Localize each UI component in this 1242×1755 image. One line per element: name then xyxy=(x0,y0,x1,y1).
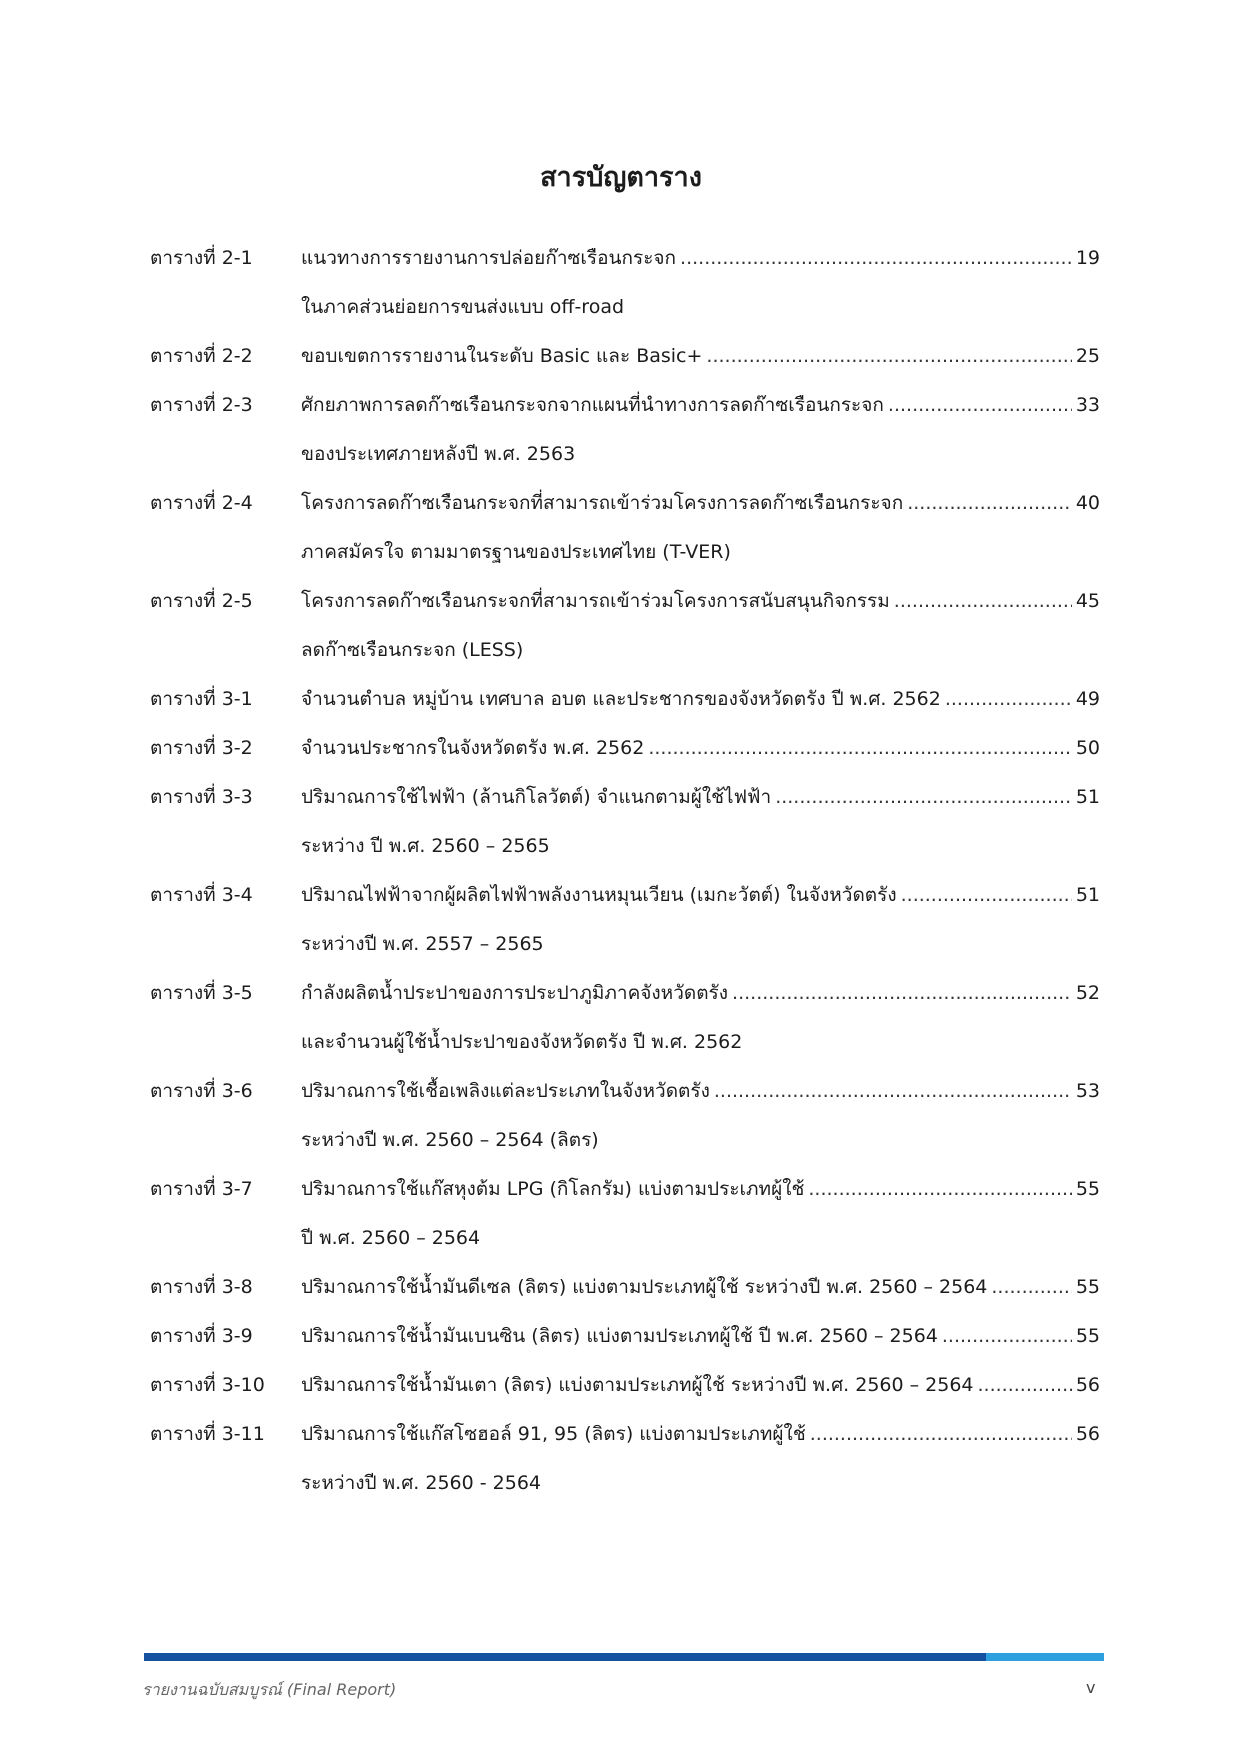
toc-entry-title: ปริมาณการใช้ไฟฟ้า (ล้านกิโลวัตต์) จำแนกตามผู้ใช้ไฟฟ้า xyxy=(301,786,772,808)
toc-entry-label: ตารางที่ 3-4 xyxy=(150,884,253,906)
toc-entry-page-number: 56 xyxy=(1075,1374,1100,1396)
toc-entry-main-line xyxy=(150,1410,1100,1459)
toc-entry-main-line xyxy=(150,577,1100,626)
toc-dot-leader xyxy=(942,1312,1072,1361)
toc-entry-title: จำนวนประชากรในจังหวัดตรัง พ.ศ. 2562 xyxy=(301,737,645,759)
toc-entry-label: ตารางที่ 3-6 xyxy=(150,1080,253,1102)
toc-entry-title: กำลังผลิตน้ำประปาของการประปาภูมิภาคจังหวัดตรัง xyxy=(301,982,729,1004)
toc-entry-page-number: 40 xyxy=(1075,492,1100,514)
toc-entry-title: โครงการลดก๊าซเรือนกระจกที่สามารถเข้าร่วมโครงการสนับสนุนกิจกรรม xyxy=(301,590,890,612)
footer-rule-dark-segment xyxy=(144,1653,986,1661)
toc-entry-title: ขอบเขตการรายงานในระดับ Basic และ Basic+ xyxy=(301,345,703,367)
toc-entry-label: ตารางที่ 3-8 xyxy=(150,1276,253,1298)
toc-entry-title: ปริมาณการใช้แก๊สหุงต้ม LPG (กิโลกรัม) แบ่งตามประเภทผู้ใช้ xyxy=(301,1178,805,1200)
toc-entry-page-number: 49 xyxy=(1075,688,1100,710)
toc-dot-leader xyxy=(775,773,1072,822)
toc-entry-main-line xyxy=(150,969,1100,1018)
toc-entry-label: ตารางที่ 3-3 xyxy=(150,786,253,808)
toc-entry[interactable] xyxy=(150,1410,1100,1508)
toc-entry-label: ตารางที่ 2-4 xyxy=(150,492,253,514)
toc-entry-page-number: 56 xyxy=(1075,1423,1100,1445)
toc-entry-title: ปริมาณการใช้เชื้อเพลิงแต่ละประเภทในจังหวัดตรัง xyxy=(301,1080,710,1102)
toc-dot-leader xyxy=(991,1263,1071,1312)
toc-entry-page-number: 33 xyxy=(1075,394,1100,416)
toc-entry-continuation: ลดก๊าซเรือนกระจก (LESS) xyxy=(301,639,524,661)
toc-entry[interactable] xyxy=(150,1263,1100,1312)
toc-entry-main-line xyxy=(150,381,1100,430)
toc-entry[interactable] xyxy=(150,1165,1100,1263)
toc-entry-main-line xyxy=(150,1067,1100,1116)
toc-entry-page-number: 52 xyxy=(1075,982,1100,1004)
toc-entry-page-number: 51 xyxy=(1075,786,1100,808)
toc-dot-leader xyxy=(680,234,1072,283)
toc-entry-main-line xyxy=(150,1312,1100,1361)
footer-page-number: v xyxy=(1086,1678,1096,1697)
toc-entry-continuation: ของประเทศภายหลังปี พ.ศ. 2563 xyxy=(301,443,576,465)
toc-entry-main-line xyxy=(150,1165,1100,1214)
toc-entry-page-number: 55 xyxy=(1075,1178,1100,1200)
toc-entry-continuation: ระหว่างปี พ.ศ. 2560 - 2564 xyxy=(301,1472,541,1494)
toc-entry[interactable] xyxy=(150,1312,1100,1361)
toc-dot-leader xyxy=(978,1361,1072,1410)
footer-rule xyxy=(144,1653,1104,1661)
toc-entry-label: ตารางที่ 3-7 xyxy=(150,1178,253,1200)
toc-entry[interactable] xyxy=(150,332,1100,381)
toc-entry-label: ตารางที่ 2-1 xyxy=(150,247,253,269)
toc-entry-title: จำนวนตำบล หมู่บ้าน เทศบาล อบต และประชากรของจังหวัดตรัง ปี พ.ศ. 2562 xyxy=(301,688,941,710)
toc-entry[interactable] xyxy=(150,577,1100,675)
toc-entry-title: ปริมาณการใช้แก๊สโซฮอล์ 91, 95 (ลิตร) แบ่งตามประเภทผู้ใช้ xyxy=(301,1423,806,1445)
toc-dot-leader xyxy=(706,332,1071,381)
toc-entry-page-number: 55 xyxy=(1075,1276,1100,1298)
toc-entry[interactable] xyxy=(150,969,1100,1067)
toc-entry-main-line xyxy=(150,724,1100,773)
toc-entry-title: ปริมาณการใช้น้ำมันเตา (ลิตร) แบ่งตามประเภทผู้ใช้ ระหว่างปี พ.ศ. 2560 – 2564 xyxy=(301,1374,974,1396)
toc-entry-main-line xyxy=(150,332,1100,381)
toc-entry-page-number: 50 xyxy=(1075,737,1100,759)
toc-dot-leader xyxy=(907,479,1072,528)
toc-entry-title: โครงการลดก๊าซเรือนกระจกที่สามารถเข้าร่วมโครงการลดก๊าซเรือนกระจก xyxy=(301,492,904,514)
toc-dot-leader xyxy=(894,577,1072,626)
toc-entry-continuation: ปี พ.ศ. 2560 – 2564 xyxy=(301,1227,481,1249)
toc-entry-main-line xyxy=(150,871,1100,920)
toc-entry-main-line xyxy=(150,1263,1100,1312)
toc-entry-main-line xyxy=(150,773,1100,822)
toc-entry[interactable] xyxy=(150,871,1100,969)
toc-entry-label: ตารางที่ 3-9 xyxy=(150,1325,253,1347)
toc-entry-page-number: 55 xyxy=(1075,1325,1100,1347)
toc-entry-label: ตารางที่ 3-11 xyxy=(150,1423,265,1445)
toc-entry[interactable] xyxy=(150,1067,1100,1165)
toc-entry-main-line xyxy=(150,675,1100,724)
page-title: สารบัญตาราง xyxy=(540,162,702,193)
toc-dot-leader xyxy=(810,1410,1072,1459)
toc-entry-page-number: 19 xyxy=(1075,247,1100,269)
toc-entry-title: ปริมาณการใช้น้ำมันเบนซิน (ลิตร) แบ่งตามประเภทผู้ใช้ ปี พ.ศ. 2560 – 2564 xyxy=(301,1325,938,1347)
toc-entry-continuation: และจำนวนผู้ใช้น้ำประปาของจังหวัดตรัง ปี พ.ศ. 2562 xyxy=(301,1031,743,1053)
toc-entry-label: ตารางที่ 2-5 xyxy=(150,590,253,612)
toc-entry-page-number: 51 xyxy=(1075,884,1100,906)
toc-entry-title: แนวทางการรายงานการปล่อยก๊าซเรือนกระจก xyxy=(301,247,677,269)
toc-entry[interactable] xyxy=(150,675,1100,724)
toc-entry-continuation: ภาคสมัครใจ ตามมาตรฐานของประเทศไทย (T-VER) xyxy=(301,541,731,563)
toc-entry-page-number: 25 xyxy=(1075,345,1100,367)
toc-entry-page-number: 53 xyxy=(1075,1080,1100,1102)
toc-dot-leader xyxy=(901,871,1072,920)
toc-entry[interactable] xyxy=(150,1361,1100,1410)
toc-dot-leader xyxy=(732,969,1072,1018)
toc-entry[interactable] xyxy=(150,773,1100,871)
toc-dot-leader xyxy=(648,724,1071,773)
toc-entry-label: ตารางที่ 2-3 xyxy=(150,394,253,416)
toc-entry-title: ปริมาณการใช้น้ำมันดีเซล (ลิตร) แบ่งตามประเภทผู้ใช้ ระหว่างปี พ.ศ. 2560 – 2564 xyxy=(301,1276,988,1298)
footer-report-name: รายงานฉบับสมบูรณ์ (Final Report) xyxy=(142,1680,397,1699)
toc-entry-label: ตารางที่ 3-10 xyxy=(150,1374,265,1396)
toc-entry-page-number: 45 xyxy=(1075,590,1100,612)
toc-dot-leader xyxy=(714,1067,1072,1116)
toc-entry-label: ตารางที่ 3-2 xyxy=(150,737,253,759)
toc-entry[interactable] xyxy=(150,234,1100,332)
table-of-tables xyxy=(150,234,1100,1508)
toc-entry-main-line xyxy=(150,479,1100,528)
toc-entry-main-line xyxy=(150,234,1100,283)
toc-entry-label: ตารางที่ 3-5 xyxy=(150,982,253,1004)
toc-entry-title: ปริมาณไฟฟ้าจากผู้ผลิตไฟฟ้าพลังงานหมุนเวียน (เมกะวัตต์) ในจังหวัดตรัง xyxy=(301,884,897,906)
toc-entry-continuation: ในภาคส่วนย่อยการขนส่งแบบ off-road xyxy=(301,296,625,318)
toc-entry-title: ศักยภาพการลดก๊าซเรือนกระจกจากแผนที่นำทางการลดก๊าซเรือนกระจก xyxy=(301,394,884,416)
toc-dot-leader xyxy=(888,381,1072,430)
toc-dot-leader xyxy=(945,675,1072,724)
toc-entry[interactable] xyxy=(150,724,1100,773)
toc-entry-continuation: ระหว่างปี พ.ศ. 2557 – 2565 xyxy=(301,933,544,955)
toc-entry-continuation: ระหว่าง ปี พ.ศ. 2560 – 2565 xyxy=(301,835,550,857)
toc-entry[interactable] xyxy=(150,479,1100,577)
toc-entry-label: ตารางที่ 2-2 xyxy=(150,345,253,367)
toc-entry-main-line xyxy=(150,1361,1100,1410)
footer-rule-light-segment xyxy=(986,1653,1104,1661)
toc-dot-leader xyxy=(808,1165,1071,1214)
toc-entry-continuation: ระหว่างปี พ.ศ. 2560 – 2564 (ลิตร) xyxy=(301,1129,599,1151)
toc-entry-label: ตารางที่ 3-1 xyxy=(150,688,253,710)
toc-entry[interactable] xyxy=(150,381,1100,479)
